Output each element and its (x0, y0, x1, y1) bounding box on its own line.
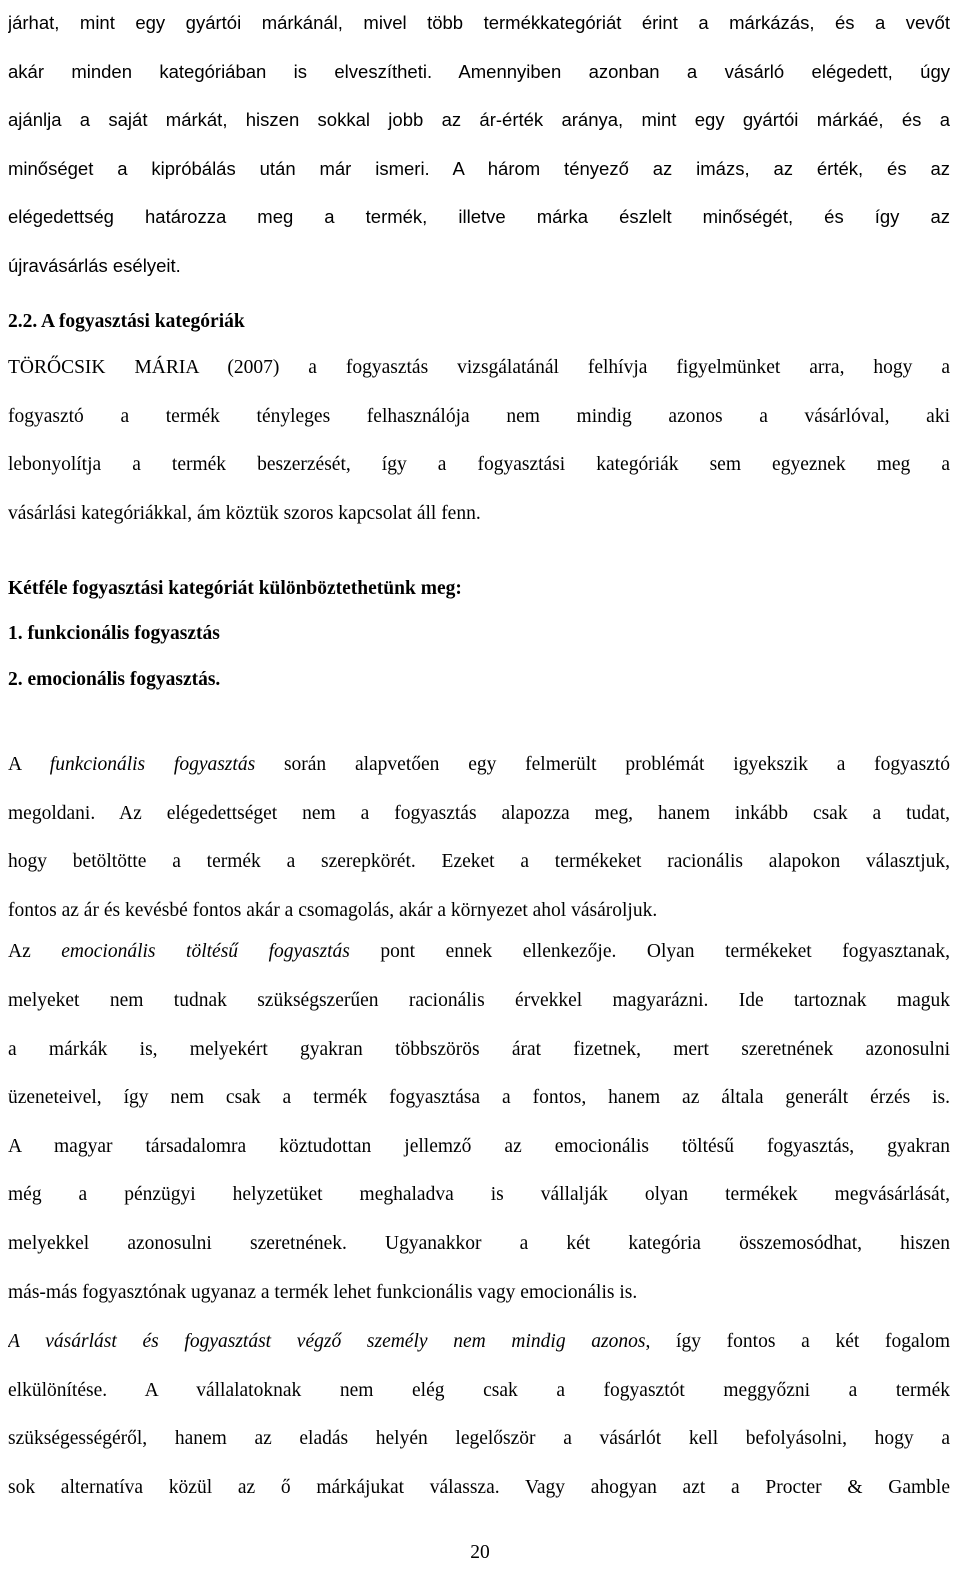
text-line: melyeket nem tudnak szükségszerűen racionális érvekkel magyarázni. Ide tartoznak maguk (8, 989, 950, 1011)
text-line: még a pénzügyi helyzetüket meghaladva is vállalják olyan termékek megvásárlását, (8, 1184, 950, 1206)
paragraph-categories (8, 741, 950, 1317)
list-intro: Kétféle fogyasztási kategóriát különböztethetünk meg: (8, 578, 462, 599)
text-line: a márkák is, melyekért gyakran többszörös árat fizetnek, mert szeretnének azonosulni (8, 1038, 950, 1060)
text-line: vásárlási kategóriákkal, ám köztük szoros kapcsolat áll fenn. (8, 502, 481, 524)
text-line: A vásárlást és fogyasztást végző személy nem mindig azonos, így fontos a két fogalom (8, 1331, 950, 1352)
text-line: megoldani. Az elégedettséget nem a fogyasztás alapozza meg, hanem inkább csak a tudat, (8, 802, 950, 824)
text-line: A funkcionális fogyasztás során alapvetően egy felmerült problémát igyekszik a fogyasztó (8, 754, 950, 775)
text-line: minőséget a kipróbálás után már ismeri. A három tényező az imázs, az érték, és az (8, 157, 950, 179)
text-line: járhat, mint egy gyártói márkánál, mivel több termékkategóriát érint a márkázás, és a vevőt (8, 12, 950, 33)
list-item-functional: 1. funkcionális fogyasztás (8, 623, 220, 644)
text-line: TÖRŐCSIK MÁRIA (2007) a fogyasztás vizsgálatánál felhívja figyelmünket arra, hogy a (8, 357, 950, 378)
text-line: melyekkel azonosulni szeretnének. Ugyanakkor a két kategória összemosódhat, hiszen (8, 1232, 950, 1254)
text-line: üzeneteivel, így nem csak a termék fogyasztása a fontos, hanem az általa generált érzés is. (8, 1087, 950, 1109)
text-line: sok alternatíva közül az ő márkájukat válassza. Vagy ahogyan azt a Procter & Gamble (8, 1476, 950, 1498)
emphasis: emocionális töltésű fogyasztás (61, 941, 350, 963)
paragraph-consumption (8, 344, 950, 538)
text-line: lebonyolítja a termék beszerzését, így a fogyasztási kategóriák sem egyeznek meg a (8, 454, 950, 476)
section-heading: 2.2. A fogyasztási kategóriák (8, 311, 245, 332)
text-line: szükségességéről, hanem az eladás helyén legelőször a vásárlót kell befolyásolni, hogy a (8, 1428, 950, 1450)
text-line: más-más fogyasztónak ugyanaz a termék lehet funkcionális vagy emocionális is. (8, 1281, 638, 1303)
text-line: hogy betöltötte a termék a szerepkörét. Ezeket a termékeket racionális alapokon választjuk, (8, 851, 950, 873)
text-line: fontos az ár és kevésbé fontos akár a csomagolás, akár a környezet ahol vásároljuk. (8, 899, 658, 921)
text-line: újravásárlás esélyeit. (8, 254, 181, 276)
emphasis: funkcionális fogyasztás (49, 754, 256, 775)
text-line: ajánlja a saját márkát, hiszen sokkal jobb az ár-érték aránya, mint egy gyártói márkáé, és a (8, 109, 950, 131)
text-line: elégedettség határozza meg a termék, illetve márka észlelt minőségét, és így az (8, 206, 950, 228)
paragraph-intro (8, 0, 950, 291)
text-line: A magyar társadalomra köztudottan jellemző az emocionális töltésű fogyasztás, gyakran (8, 1135, 950, 1157)
list-item-emotional: 2. emocionális fogyasztás. (8, 669, 221, 690)
text-line: Az emocionális töltésű fogyasztás pont ennek ellenkezője. Olyan termékeket fogyasztanak, (8, 941, 950, 963)
emphasis: A vásárlást és fogyasztást végző személy nem mindig azonos (8, 1331, 646, 1352)
page-number: 20 (470, 1542, 490, 1563)
text-line: akár minden kategóriában is elveszítheti. Amennyiben azonban a vásárló elégedett, úgy (8, 60, 950, 82)
paragraph-buyer-consumer (8, 1318, 950, 1512)
text-line: elkülönítése. A vállalatoknak nem elég csak a fogyasztót meggyőzni a termék (8, 1379, 950, 1401)
text-line: fogyasztó a termék tényleges felhasználója nem mindig azonos a vásárlóval, aki (8, 405, 950, 427)
